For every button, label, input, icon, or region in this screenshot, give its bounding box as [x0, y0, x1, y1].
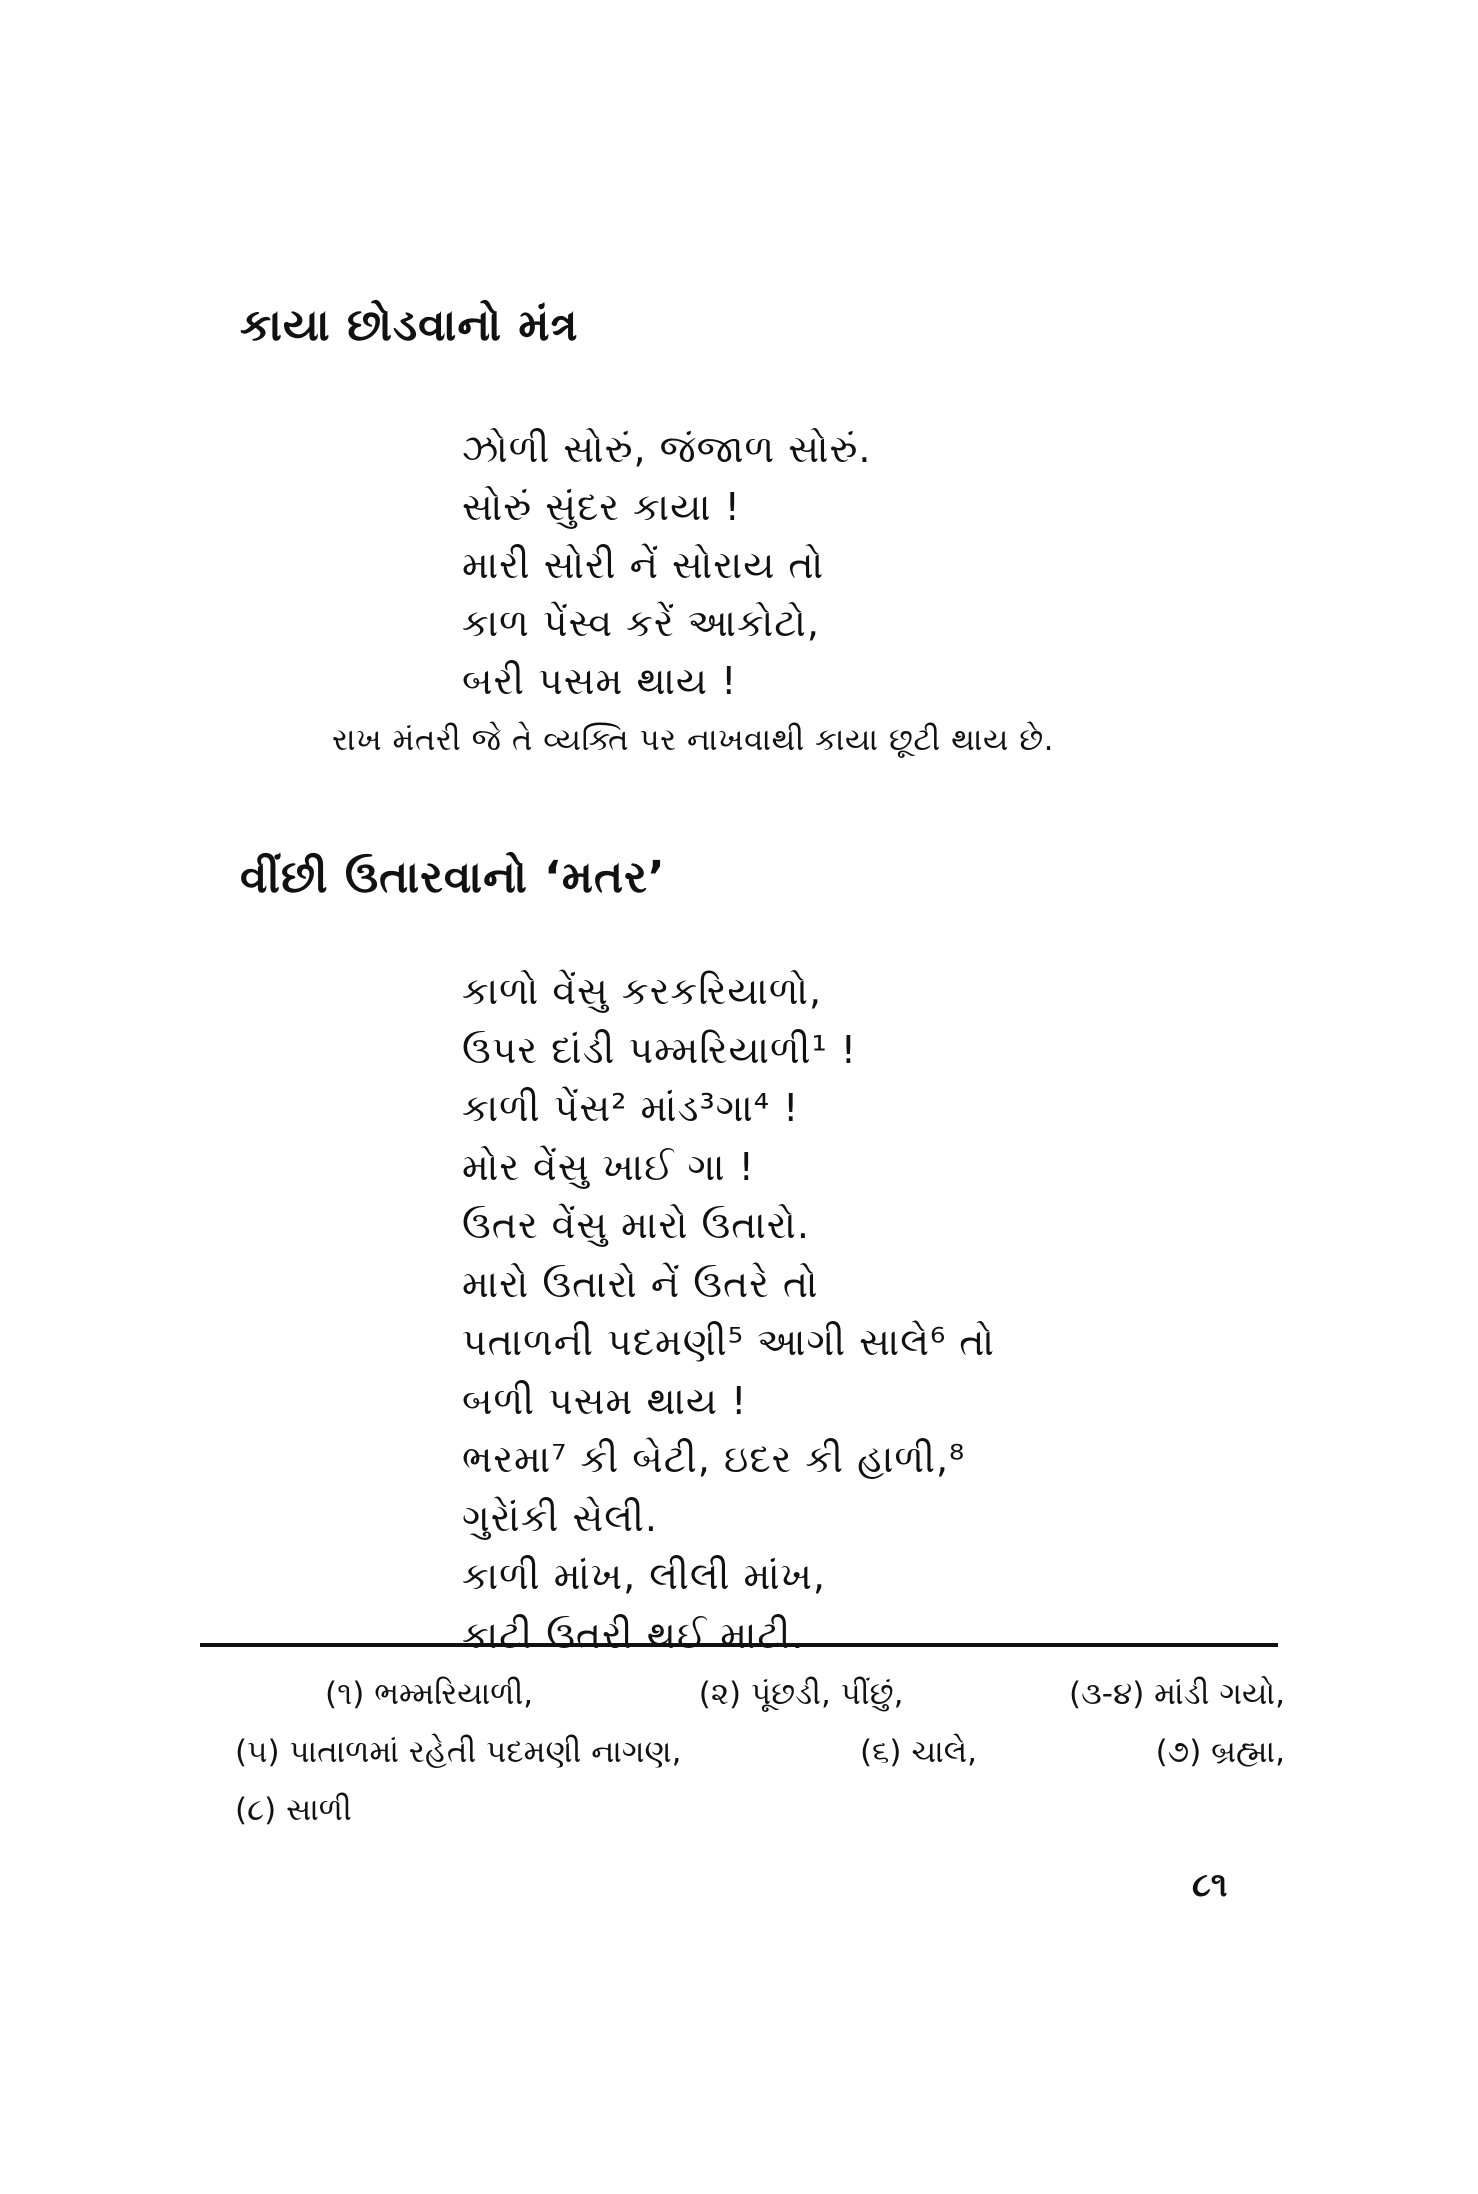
footnote-item: (૮) સાળી	[235, 1792, 352, 1828]
verse-line: કાળી માંખ, લીલી માંખ,	[462, 1554, 826, 1598]
footnote-item: (૫) પાતાળમાં રહેતી પદમણી નાગણ,	[235, 1734, 682, 1770]
footnote-line	[235, 1665, 1285, 1723]
section-heading-kaya-mantra: કાયા છોડવાનો મંત્ર	[240, 300, 579, 351]
verse-line: ભરમા⁷ કી બેટી, ઇદર કી હાળી,⁸	[462, 1437, 966, 1481]
page-number: ૮૧	[1192, 1865, 1228, 1905]
verse-line: કાળો વેંસુ કરકરિયાળો,	[462, 969, 823, 1013]
footnote-item: (૭) બ્રહ્મા,	[1155, 1734, 1285, 1770]
verse-line: કાળી પેંસ² માંડ³ગા⁴ !	[462, 1086, 800, 1130]
verse-line: પતાળની પદમણી⁵ આગી સાલે⁶ તો	[462, 1320, 995, 1364]
verse-line: ઉપર દાંડી પમ્મરિયાળી¹ !	[462, 1027, 858, 1072]
footnotes	[235, 1665, 1285, 1839]
footnote-item: (૧) ભમ્મરિયાળી,	[325, 1676, 534, 1712]
usage-note: રાખ મંતરી જે તે વ્યક્તિ પર નાખવાથી કાયા છૂટી થાય છે.	[332, 722, 1055, 758]
verse-line: કાટી ઉતરી થઈ માટી.	[462, 1612, 805, 1657]
verse-kaya-mantra	[462, 420, 871, 710]
section-heading-vinchhi-mantar: વીંછી ઉતારવાનો ‘મતર’	[240, 852, 666, 903]
footnote-item: (૨) પૂંછડી, પીંછું,	[698, 1676, 904, 1712]
footnote-divider	[200, 1643, 1278, 1647]
verse-line: સોરું સુંદર કાયા !	[462, 485, 741, 529]
verse-line: બળી પસમ થાય !	[462, 1378, 748, 1423]
verse-line: મોર વેંસુ ખાઈ ગા !	[462, 1144, 755, 1189]
verse-line: ઝોળી સોરું, જંજાળ સોરું.	[462, 427, 872, 471]
footnote-item: (૩-૪) માંડી ગયો,	[1069, 1676, 1285, 1712]
verse-line: ગુરેાંકી સેલી.	[462, 1495, 658, 1540]
verse-line: ઉતર વેંસુ મારો ઉતારો.	[462, 1203, 811, 1247]
footnote-line	[235, 1781, 1285, 1839]
verse-line: મારી સોરી નેં સોરાય તો	[462, 543, 825, 587]
verse-line: બરી પસમ થાય !	[462, 659, 738, 703]
verse-line: કાળ પેંસ્વ કરેં આકોટો,	[462, 601, 820, 645]
verse-line: મારો ઉતારો નેં ઉતરે તો	[462, 1261, 819, 1306]
verse-vinchhi-mantar	[462, 962, 995, 1664]
footnote-line	[235, 1723, 1285, 1781]
footnote-item: (૬) ચાલે,	[859, 1734, 978, 1770]
